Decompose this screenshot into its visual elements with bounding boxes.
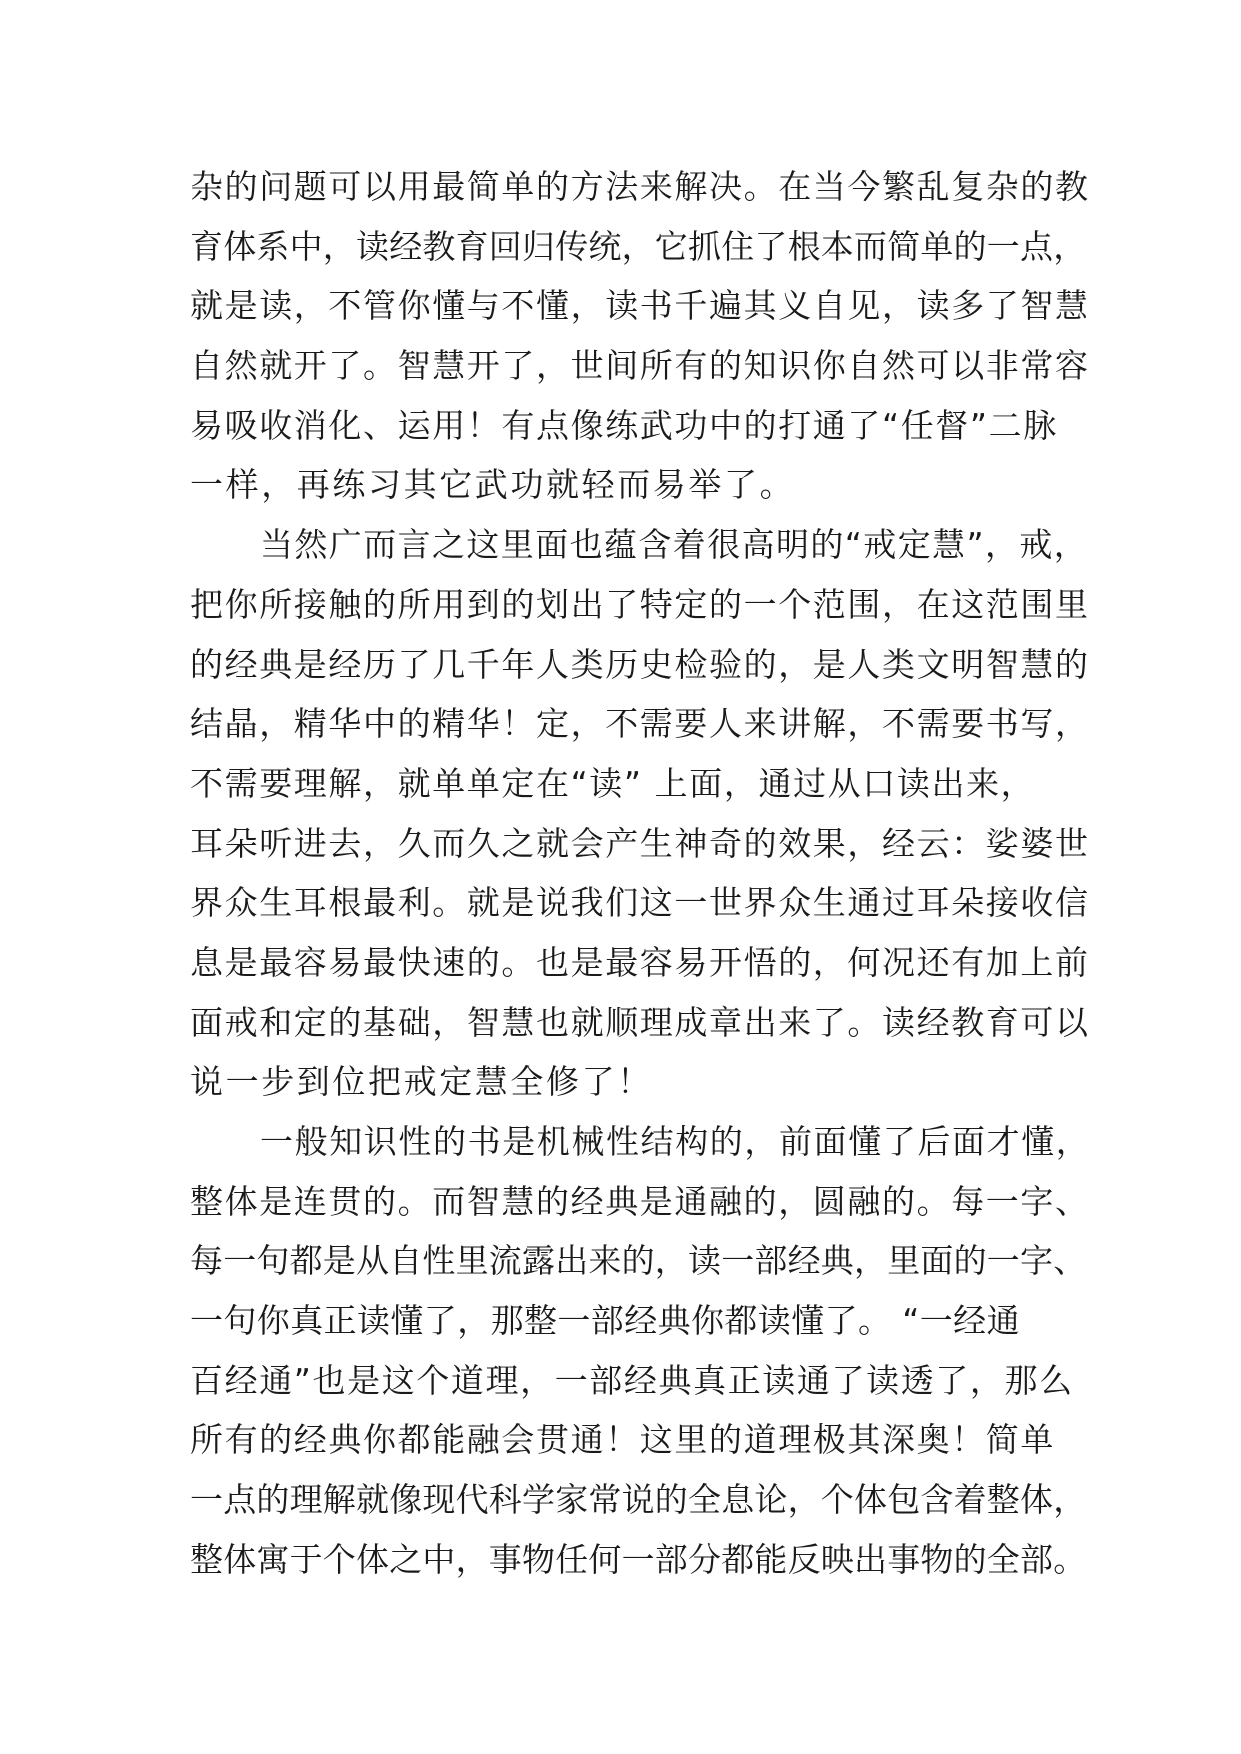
text-line: 整体寓于个体之中，事物任何一部分都能反映出事物的全部。	[190, 1539, 1087, 1579]
text-line: 一点的理解就像现代科学家常说的全息论，个体包含着整体，	[190, 1480, 1087, 1520]
text-line: 把你所接触的所用到的划出了特定的一个范围，在这范围里	[190, 584, 1090, 624]
text-line: 耳朵听进去，久而久之就会产生神奇的效果，经云：娑婆世	[190, 823, 1090, 863]
paragraph-start-line: 一般知识性的书是机械性结构的，前面懂了后面才懂，	[260, 1122, 1091, 1161]
text-line: 所有的经典你都能融会贯通！这里的道理极其深奥！简单	[190, 1420, 1055, 1460]
text-line: 易吸收消化、运用！有点像练武功中的打通了“任督”二脉	[190, 405, 1058, 445]
text-line: 结晶，精华中的精华！定，不需要人来讲解，不需要书写，	[190, 704, 1090, 744]
paragraph-start-line: 当然广而言之这里面也蕴含着很高明的“戒定慧”，戒，	[260, 525, 1089, 565]
text-line: 每一句都是从自性里流露出来的，读一部经典，里面的一字、	[190, 1241, 1087, 1281]
text-line: 面戒和定的基础，智慧也就顺理成章出来了。读经教育可以	[190, 1002, 1090, 1042]
text-line: 界众生耳根最利。就是说我们这一世界众生通过耳朵接收信	[190, 883, 1090, 923]
text-line: 就是读，不管你懂与不懂，读书千遍其义自见，读多了智慧	[190, 286, 1090, 326]
text-line: 的经典是经历了几千年人类历史检验的，是人类文明智慧的	[190, 644, 1090, 684]
text-line: 一样，再练习其它武功就轻而易举了。	[190, 465, 796, 505]
text-line: 杂的问题可以用最简单的方法来解决。在当今繁乱复杂的教	[190, 167, 1090, 206]
text-line: 育体系中，读经教育回归传统，它抓住了根本而简单的一点，	[190, 226, 1087, 266]
text-line: 一句你真正读懂了，那整一部经典你都读懂了。 “一经通	[190, 1301, 1020, 1341]
text-line: 不需要理解，就单单定在“读” 上面，通过从口读出来，	[190, 763, 1036, 803]
text-line: 整体是连贯的。而智慧的经典是通融的，圆融的。每一字、	[190, 1181, 1090, 1221]
text-line: 说一步到位把戒定慧全修了！	[190, 1062, 653, 1102]
text-line: 自然就开了。智慧开了，世间所有的知识你自然可以非常容	[190, 346, 1090, 386]
body-text	[190, 157, 1090, 1590]
text-line: 百经通”也是这个道理，一部经典真正读通了读透了，那么	[190, 1360, 1074, 1400]
text-line: 息是最容易最快速的。也是最容易开悟的，何况还有加上前	[190, 942, 1090, 982]
